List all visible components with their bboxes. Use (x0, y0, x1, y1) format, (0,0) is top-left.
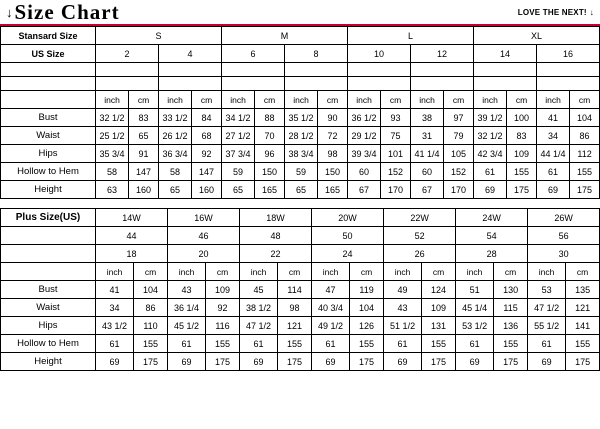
us-size-14: 14 (474, 45, 537, 63)
cell-hips-2: 36 3/4 (159, 145, 192, 163)
cell-height-plus-5: 175 (278, 353, 312, 371)
cell-height-15: 175 (570, 181, 600, 199)
cell-bust-plus-13: 135 (566, 281, 600, 299)
cell-height-13: 175 (507, 181, 537, 199)
page-title: Size Chart (14, 0, 120, 24)
cell-hollow-11: 152 (444, 163, 474, 181)
size-m: M (222, 27, 348, 45)
plus-size-20w: 20W (312, 209, 384, 227)
cell-hollow-plus-12: 61 (528, 335, 566, 353)
eu-size-56: 56 (528, 227, 600, 245)
us-size-12: 12 (411, 45, 474, 63)
unit-inch: inch (222, 91, 255, 109)
cell-waist-plus-1: 86 (134, 299, 168, 317)
cell-waist-plus-8: 43 (384, 299, 422, 317)
cell-waist-plus-3: 92 (206, 299, 240, 317)
cell-waist-0: 25 1/2 (96, 127, 129, 145)
cell-height-5: 165 (255, 181, 285, 199)
cell-bust-7: 90 (318, 109, 348, 127)
cell-hollow-6: 59 (285, 163, 318, 181)
cell-hollow-0: 58 (96, 163, 129, 181)
cell-hips-10: 41 1/4 (411, 145, 444, 163)
cell-bust-plus-7: 119 (350, 281, 384, 299)
row-label-bust-plus: Bust (1, 281, 96, 299)
cell-hips-plus-13: 141 (566, 317, 600, 335)
cell-hips-plus-9: 131 (422, 317, 456, 335)
eu-size-46: 46 (168, 227, 240, 245)
cell-hips-plus-12: 55 1/2 (528, 317, 566, 335)
eu-size-44: 44 (96, 227, 168, 245)
table-row-hollow-to-hem (1, 163, 600, 181)
uk-size-26: 26 (384, 245, 456, 263)
blank-cell (537, 63, 600, 77)
cell-bust-15: 104 (570, 109, 600, 127)
unit-inch: inch (96, 263, 134, 281)
cell-hollow-9: 152 (381, 163, 411, 181)
cell-waist-plus-4: 38 1/2 (240, 299, 278, 317)
cell-hollow-3: 147 (192, 163, 222, 181)
cell-waist-15: 86 (570, 127, 600, 145)
unit-inch: inch (456, 263, 494, 281)
cell-waist-plus-7: 104 (350, 299, 384, 317)
cell-height-plus-7: 175 (350, 353, 384, 371)
standard-size-table (0, 26, 600, 199)
cell-bust-plus-10: 51 (456, 281, 494, 299)
cell-bust-13: 100 (507, 109, 537, 127)
table-row-waist (1, 127, 600, 145)
cell-hollow-plus-11: 155 (494, 335, 528, 353)
eu-size-52: 52 (384, 227, 456, 245)
unit-row-label-plus (1, 263, 96, 281)
cell-hips-3: 92 (192, 145, 222, 163)
blank-cell (348, 77, 411, 91)
cell-bust-plus-3: 109 (206, 281, 240, 299)
cell-height-4: 65 (222, 181, 255, 199)
blank-cell (411, 63, 474, 77)
cell-bust-plus-11: 130 (494, 281, 528, 299)
cell-waist-plus-13: 121 (566, 299, 600, 317)
unit-cm: cm (507, 91, 537, 109)
cell-waist-12: 32 1/2 (474, 127, 507, 145)
unit-inch: inch (168, 263, 206, 281)
blank-cell (537, 77, 600, 91)
cell-bust-4: 34 1/2 (222, 109, 255, 127)
unit-inch: inch (96, 91, 129, 109)
cell-bust-8: 36 1/2 (348, 109, 381, 127)
cell-height-plus-10: 69 (456, 353, 494, 371)
table-row-hips (1, 145, 600, 163)
cell-waist-5: 70 (255, 127, 285, 145)
us-size-6: 6 (222, 45, 285, 63)
cell-height-plus-6: 69 (312, 353, 350, 371)
cell-bust-6: 35 1/2 (285, 109, 318, 127)
cell-bust-plus-12: 53 (528, 281, 566, 299)
cell-height-0: 63 (96, 181, 129, 199)
row-label-hollow-to-hem: Hollow to Hem (1, 163, 96, 181)
blank-cell (96, 63, 159, 77)
cell-bust-12: 39 1/2 (474, 109, 507, 127)
blank-cell (159, 77, 222, 91)
cell-bust-14: 41 (537, 109, 570, 127)
table-row-hips-plus (1, 317, 600, 335)
us-size-8: 8 (285, 45, 348, 63)
plus-size-26w: 26W (528, 209, 600, 227)
cell-hips-plus-4: 47 1/2 (240, 317, 278, 335)
unit-inch: inch (312, 263, 350, 281)
uk-size-22: 22 (240, 245, 312, 263)
row-label-waist: Waist (1, 127, 96, 145)
cell-bust-plus-1: 104 (134, 281, 168, 299)
cell-bust-0: 32 1/2 (96, 109, 129, 127)
cell-hips-plus-5: 121 (278, 317, 312, 335)
cell-hollow-plus-13: 155 (566, 335, 600, 353)
cell-hollow-7: 150 (318, 163, 348, 181)
page-header (0, 0, 600, 26)
unit-inch: inch (348, 91, 381, 109)
table-row-height-plus (1, 353, 600, 371)
plus-size-table (0, 208, 600, 371)
cell-height-plus-0: 69 (96, 353, 134, 371)
uk-size-20: 20 (168, 245, 240, 263)
row-label-hips-plus: Hips (1, 317, 96, 335)
row-label-bust: Bust (1, 109, 96, 127)
cell-waist-4: 27 1/2 (222, 127, 255, 145)
cell-bust-plus-0: 41 (96, 281, 134, 299)
cell-hips-11: 105 (444, 145, 474, 163)
cell-hollow-plus-5: 155 (278, 335, 312, 353)
size-xl: XL (474, 27, 600, 45)
cell-hips-14: 44 1/4 (537, 145, 570, 163)
table-row-units (1, 91, 600, 109)
cell-waist-7: 72 (318, 127, 348, 145)
plus-size-14w: 14W (96, 209, 168, 227)
eu-size-50: 50 (312, 227, 384, 245)
cell-hollow-13: 155 (507, 163, 537, 181)
cell-height-3: 160 (192, 181, 222, 199)
size-s: S (96, 27, 222, 45)
cell-hips-plus-6: 49 1/2 (312, 317, 350, 335)
cell-hollow-plus-3: 155 (206, 335, 240, 353)
cell-bust-10: 38 (411, 109, 444, 127)
cell-waist-plus-11: 115 (494, 299, 528, 317)
cell-hollow-plus-8: 61 (384, 335, 422, 353)
cell-waist-plus-9: 109 (422, 299, 456, 317)
cell-hollow-plus-0: 61 (96, 335, 134, 353)
cell-height-8: 67 (348, 181, 381, 199)
cell-waist-10: 31 (411, 127, 444, 145)
unit-cm: cm (134, 263, 168, 281)
cell-hips-15: 112 (570, 145, 600, 163)
table-row-standard-size (1, 27, 600, 45)
cell-hips-0: 35 3/4 (96, 145, 129, 163)
blank-cell (222, 63, 285, 77)
cell-hollow-plus-6: 61 (312, 335, 350, 353)
cell-hips-plus-11: 136 (494, 317, 528, 335)
cell-hips-plus-0: 43 1/2 (96, 317, 134, 335)
uk-size-28: 28 (456, 245, 528, 263)
unit-cm: cm (570, 91, 600, 109)
cell-height-7: 165 (318, 181, 348, 199)
cell-height-11: 170 (444, 181, 474, 199)
blank-cell (474, 77, 537, 91)
table-row-units-plus (1, 263, 600, 281)
row-label-eu-size (1, 227, 96, 245)
table-row-us-size (1, 45, 600, 63)
cell-waist-9: 75 (381, 127, 411, 145)
cell-hips-12: 42 3/4 (474, 145, 507, 163)
blank-cell (285, 63, 348, 77)
row-label-plus-size: Plus Size(US) (1, 209, 96, 227)
cell-hips-1: 91 (129, 145, 159, 163)
unit-cm: cm (444, 91, 474, 109)
cell-bust-plus-9: 124 (422, 281, 456, 299)
eu-size-54: 54 (456, 227, 528, 245)
cell-hollow-2: 58 (159, 163, 192, 181)
cell-height-12: 69 (474, 181, 507, 199)
uk-size-18: 18 (96, 245, 168, 263)
down-arrow-icon-right: ↓ (589, 7, 594, 17)
eu-size-48: 48 (240, 227, 312, 245)
unit-cm: cm (422, 263, 456, 281)
plus-size-18w: 18W (240, 209, 312, 227)
row-label-standard-size: Stansard Size (1, 27, 96, 45)
unit-inch: inch (384, 263, 422, 281)
size-l: L (348, 27, 474, 45)
unit-cm: cm (494, 263, 528, 281)
us-size-2: 2 (96, 45, 159, 63)
table-row-blank-1 (1, 63, 600, 77)
cell-waist-6: 28 1/2 (285, 127, 318, 145)
unit-cm: cm (255, 91, 285, 109)
down-arrow-icon: ↓ (6, 4, 13, 20)
row-label-height-plus: Height (1, 353, 96, 371)
cell-height-plus-12: 69 (528, 353, 566, 371)
cell-height-plus-3: 175 (206, 353, 240, 371)
cell-waist-8: 29 1/2 (348, 127, 381, 145)
cell-height-14: 69 (537, 181, 570, 199)
cell-hips-plus-2: 45 1/2 (168, 317, 206, 335)
unit-cm: cm (318, 91, 348, 109)
table-row-bust (1, 109, 600, 127)
cell-hollow-8: 60 (348, 163, 381, 181)
cell-hips-plus-3: 116 (206, 317, 240, 335)
cell-hollow-1: 147 (129, 163, 159, 181)
header-tagline-text: LOVE THE NEXT! (517, 7, 587, 17)
unit-cm: cm (381, 91, 411, 109)
cell-height-plus-9: 175 (422, 353, 456, 371)
table-row-eu-size (1, 227, 600, 245)
cell-bust-9: 93 (381, 109, 411, 127)
cell-bust-plus-6: 47 (312, 281, 350, 299)
cell-hips-4: 37 3/4 (222, 145, 255, 163)
blank-cell (411, 77, 474, 91)
cell-waist-plus-5: 98 (278, 299, 312, 317)
cell-bust-3: 84 (192, 109, 222, 127)
cell-hollow-plus-2: 61 (168, 335, 206, 353)
unit-inch: inch (159, 91, 192, 109)
cell-bust-2: 33 1/2 (159, 109, 192, 127)
cell-bust-11: 97 (444, 109, 474, 127)
table-row-plus-size (1, 209, 600, 227)
cell-height-plus-2: 69 (168, 353, 206, 371)
unit-cm: cm (566, 263, 600, 281)
cell-hips-plus-10: 53 1/2 (456, 317, 494, 335)
cell-height-plus-11: 175 (494, 353, 528, 371)
blank-cell (96, 77, 159, 91)
uk-size-24: 24 (312, 245, 384, 263)
unit-row-label (1, 91, 96, 109)
cell-bust-plus-2: 43 (168, 281, 206, 299)
unit-inch: inch (528, 263, 566, 281)
cell-waist-14: 34 (537, 127, 570, 145)
table-row-uk-size (1, 245, 600, 263)
unit-inch: inch (537, 91, 570, 109)
row-label-hips: Hips (1, 145, 96, 163)
cell-waist-3: 68 (192, 127, 222, 145)
us-size-16: 16 (537, 45, 600, 63)
cell-hollow-plus-1: 155 (134, 335, 168, 353)
cell-bust-plus-4: 45 (240, 281, 278, 299)
cell-hollow-15: 155 (570, 163, 600, 181)
unit-inch: inch (285, 91, 318, 109)
us-size-4: 4 (159, 45, 222, 63)
plus-size-22w: 22W (384, 209, 456, 227)
blank-cell (285, 77, 348, 91)
header-tagline (518, 8, 594, 17)
cell-height-plus-4: 69 (240, 353, 278, 371)
cell-hips-5: 96 (255, 145, 285, 163)
blank-cell (1, 77, 96, 91)
blank-cell (474, 63, 537, 77)
table-row-blank-2 (1, 77, 600, 91)
cell-hips-13: 109 (507, 145, 537, 163)
cell-hips-6: 38 3/4 (285, 145, 318, 163)
cell-waist-plus-12: 47 1/2 (528, 299, 566, 317)
cell-hips-plus-7: 126 (350, 317, 384, 335)
cell-height-1: 160 (129, 181, 159, 199)
row-label-waist-plus: Waist (1, 299, 96, 317)
blank-cell (222, 77, 285, 91)
cell-height-6: 65 (285, 181, 318, 199)
cell-hollow-plus-9: 155 (422, 335, 456, 353)
cell-hollow-12: 61 (474, 163, 507, 181)
blank-cell (159, 63, 222, 77)
cell-height-plus-8: 69 (384, 353, 422, 371)
cell-waist-plus-6: 40 3/4 (312, 299, 350, 317)
table-gap (0, 199, 600, 208)
cell-height-plus-1: 175 (134, 353, 168, 371)
table-row-height (1, 181, 600, 199)
cell-bust-plus-8: 49 (384, 281, 422, 299)
uk-size-30: 30 (528, 245, 600, 263)
cell-hips-plus-1: 110 (134, 317, 168, 335)
blank-cell (348, 63, 411, 77)
cell-hips-9: 101 (381, 145, 411, 163)
row-label-height: Height (1, 181, 96, 199)
cell-waist-11: 79 (444, 127, 474, 145)
cell-height-plus-13: 175 (566, 353, 600, 371)
us-size-10: 10 (348, 45, 411, 63)
cell-waist-plus-10: 45 1/4 (456, 299, 494, 317)
unit-inch: inch (240, 263, 278, 281)
unit-cm: cm (278, 263, 312, 281)
plus-size-24w: 24W (456, 209, 528, 227)
cell-height-2: 65 (159, 181, 192, 199)
cell-waist-plus-2: 36 1/4 (168, 299, 206, 317)
unit-cm: cm (129, 91, 159, 109)
cell-hollow-plus-10: 61 (456, 335, 494, 353)
cell-waist-2: 26 1/2 (159, 127, 192, 145)
unit-inch: inch (411, 91, 444, 109)
table-row-bust-plus (1, 281, 600, 299)
cell-height-10: 67 (411, 181, 444, 199)
cell-hollow-plus-4: 61 (240, 335, 278, 353)
row-label-us-size: US Size (1, 45, 96, 63)
blank-cell (1, 63, 96, 77)
cell-hollow-4: 59 (222, 163, 255, 181)
cell-bust-plus-5: 114 (278, 281, 312, 299)
cell-hips-7: 98 (318, 145, 348, 163)
unit-cm: cm (350, 263, 384, 281)
cell-hollow-10: 60 (411, 163, 444, 181)
table-row-hollow-to-hem-plus (1, 335, 600, 353)
unit-cm: cm (192, 91, 222, 109)
cell-bust-1: 83 (129, 109, 159, 127)
row-label-hollow-to-hem-plus: Hollow to Hem (1, 335, 96, 353)
unit-cm: cm (206, 263, 240, 281)
cell-hollow-plus-7: 155 (350, 335, 384, 353)
cell-hips-plus-8: 51 1/2 (384, 317, 422, 335)
cell-waist-13: 83 (507, 127, 537, 145)
plus-size-16w: 16W (168, 209, 240, 227)
unit-inch: inch (474, 91, 507, 109)
cell-waist-plus-0: 34 (96, 299, 134, 317)
table-row-waist-plus (1, 299, 600, 317)
row-label-uk-size (1, 245, 96, 263)
cell-bust-5: 88 (255, 109, 285, 127)
cell-hips-8: 39 3/4 (348, 145, 381, 163)
cell-hollow-14: 61 (537, 163, 570, 181)
cell-height-9: 170 (381, 181, 411, 199)
cell-hollow-5: 150 (255, 163, 285, 181)
cell-waist-1: 65 (129, 127, 159, 145)
